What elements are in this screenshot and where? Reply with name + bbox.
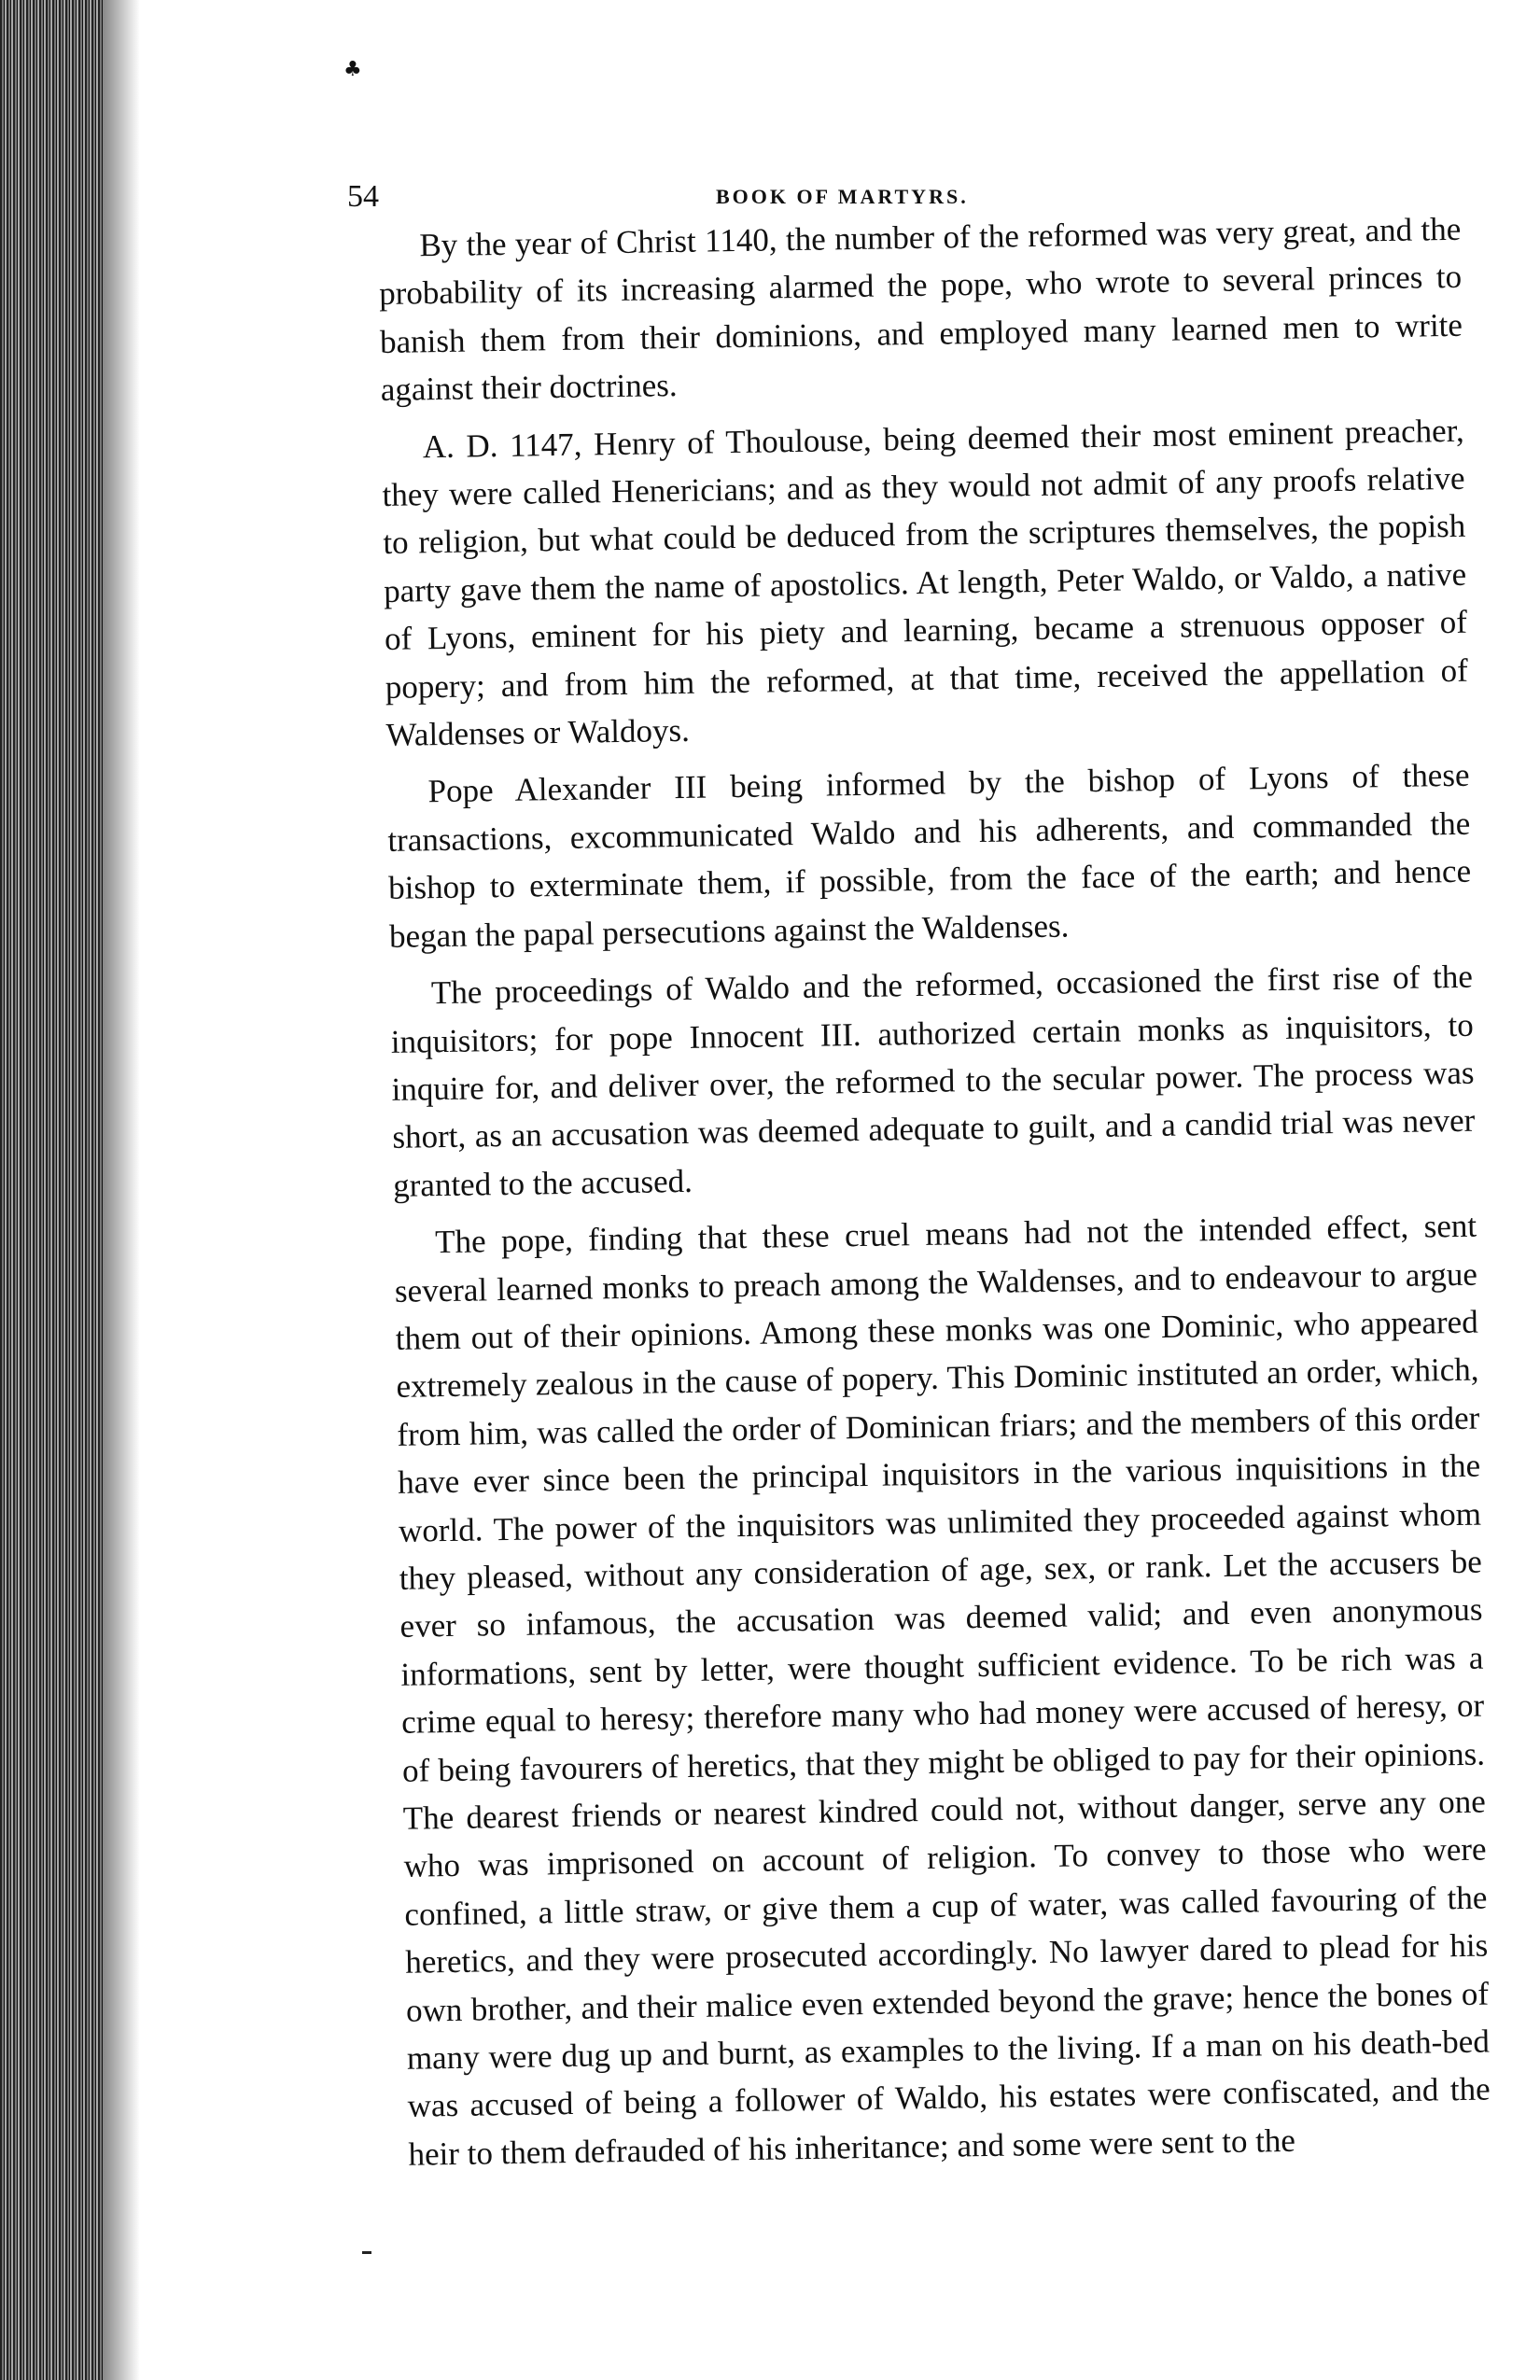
paragraph: By the year of Christ 1140, the number of the reformed was very great, and the probability of its increasing alarmed the pope, who wrote to several princes to banish them from their dominions, and employed many learned men to write against their doctrines. (378, 210, 1463, 409)
page-gutter-shadow (103, 0, 140, 2380)
corner-mark-icon: ♣ (343, 58, 362, 81)
page-number: 54 (347, 179, 379, 214)
paragraph: The proceedings of Waldo and the reformed, occasioned the first rise of the inquisitors; for pope Innocent III. authorized certain monks as inquisitors, to inquire for, and deliver over, the reformed to the secular power. The process was short, as an accusation was deemed adequate to guilt, and a candid trial was never granted to the accused. (390, 958, 1476, 1204)
paragraph: The pope, finding that these cruel means had not the intended effect, sent several learned monks to preach among the Waldenses, and to endeavour to argue them out of their opinions. Among these monks was one Dominic, who appeared extremely zealous in the cause of popery. This Dominic instituted an order, which, from him, was called the order of Dominican friars; and the members of this order have ever since been the principal inquisitors in the various inquisitions in the world. The power of the inquisitors was unlimited they proceeded against whom they pleased, without any consideration of age, sex, or rank. Let the accusers be ever so infamous, the accusation was deemed valid; and even anonymous informations, sent by letter, were thought sufficient evidence. To be rich was a crime equal to heresy; therefore many who had money were accused of heresy, or of being favourers of heretics, that they might be obliged to pay for their opinions. The dearest friends or nearest kindred could not, without danger, serve any one who was imprisoned on account of religion. To convey to those who were confined, a little straw, or give them a cup of water, was called favouring of the heretics, and they were prosecuted accordingly. No lawyer dared to plead for his own brother, and their malice even extended beyond the grave; hence the bones of many were dug up and burnt, as examples to the living. If a man on his death-bed was accused of being a follower of Waldo, his estates were confiscated, and the heir to them defrauded of his inheritance; and some were sent to the (394, 1207, 1491, 2173)
body-text (378, 205, 1491, 2188)
page-edges-strip (0, 0, 103, 2380)
margin-mark (362, 2251, 371, 2254)
paragraph: Pope Alexander III being informed by the bishop of Lyons of these transactions, excommunicated Waldo and his adherents, and commanded the bishop to exterminate them, if possible, from the face of the earth; and hence began the papal persecutions against the Waldenses. (387, 757, 1472, 955)
paragraph: A. D. 1147, Henry of Thoulouse, being deemed their most eminent preacher, they were called Henericians; and as they would not admit of any proofs relative to religion, but what could be deduced from the scriptures themselves, the popish party gave them the name of apostolics. At length, Peter Waldo, or Valdo, a native of Lyons, eminent for his piety and learning, became a strenuous opposer of popery; and from him the reformed, at that time, received the appellation of Waldenses or Waldoys. (382, 412, 1468, 753)
book-title: BOOK OF MARTYRS. (716, 185, 969, 208)
